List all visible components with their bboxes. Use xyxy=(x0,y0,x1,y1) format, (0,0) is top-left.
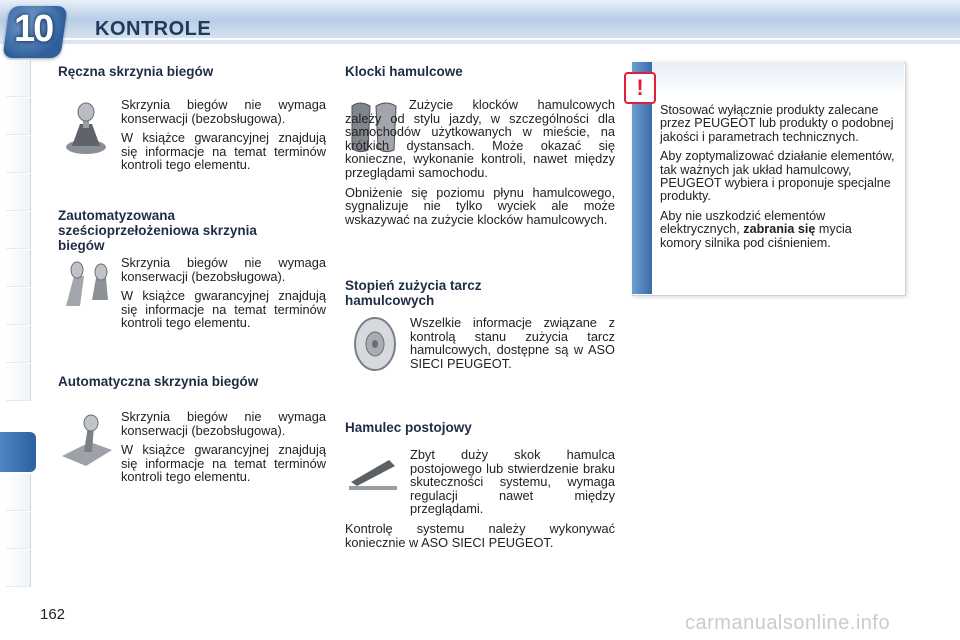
chapter-tab[interactable] xyxy=(6,288,31,325)
brake-pads-text xyxy=(345,98,615,232)
warning-text xyxy=(660,104,896,256)
warning-box-header xyxy=(652,62,904,96)
warning-p1: Stosować wyłącznie produkty zalecane przez PEUGEOT lub produkty o podobnej jakości i parametrach technicznych. xyxy=(660,103,894,144)
manual-gearbox-p1: Skrzynia biegów nie wymaga konserwacji (bezobsługowa). xyxy=(121,97,326,126)
warning-p3-bold: zabrania się xyxy=(743,222,816,237)
automatic-gear-selector-icon xyxy=(60,412,114,468)
warning-p3 xyxy=(660,210,896,250)
chapter-tabs xyxy=(0,60,34,580)
manual-gearbox-heading: Ręczna skrzynia biegów xyxy=(58,64,214,79)
page-number: 162 xyxy=(40,606,66,623)
warning-exclamation-icon: ! xyxy=(624,72,656,104)
automated-gearbox-p2: W książce gwarancyjnej znajdują się informacje na temat terminów kontroli tego elementu. xyxy=(121,288,326,331)
automatic-gearbox-text xyxy=(121,410,326,490)
parking-brake-text xyxy=(345,448,615,555)
brake-pads-p1: Zużycie klocków hamulcowych zależy od stylu jazdy, w szczególności dla samochodów użytkowanych w mieście, na krótkich dystansach. Może okazać się konieczne, wykonanie kontroli, nawet między przeglądami samochodu. xyxy=(345,97,615,180)
brake-pads-p2: Obniżenie się poziomu płynu hamulcowego, sygnalizuje nie tylko wyciek ale może wskazywać na zużycie klocków hamulcowych. xyxy=(345,184,615,227)
manual-gearbox-p2: W książce gwarancyjnej znajdują się informacje na temat terminów kontroli tego elementu. xyxy=(121,130,326,173)
parking-brake-p2: Kontrolę systemu należy wykonywać koniecznie w ASO SIECI PEUGEOT. xyxy=(345,520,615,550)
automatic-gearbox-p1: Skrzynia biegów nie wymaga konserwacji (bezobsługowa). xyxy=(121,409,326,438)
chapter-tab[interactable] xyxy=(6,512,31,549)
manual-gear-lever-icon xyxy=(62,100,110,156)
automated-heading-line2: sześcioprzełożeniowa skrzynia xyxy=(58,223,257,238)
chapter-tab[interactable] xyxy=(6,174,31,211)
chapter-tab[interactable] xyxy=(6,550,31,587)
brake-pads-heading: Klocki hamulcowe xyxy=(345,64,463,79)
chapter-tab[interactable] xyxy=(6,364,31,401)
chapter-tab[interactable] xyxy=(6,250,31,287)
chapter-number: 10 xyxy=(14,8,53,50)
automatic-gearbox-heading: Automatyczna skrzynia biegów xyxy=(58,374,259,389)
brake-discs-heading xyxy=(345,278,482,308)
chapter-tab[interactable] xyxy=(6,326,31,363)
automated-gearbox-text xyxy=(121,256,326,336)
brake-discs-p1: Wszelkie informacje związane z kontrolą stanu zużycia tarcz hamulcowych, dostępne są w ASO SIECI PEUGEOT. xyxy=(410,315,615,371)
brake-discs-heading-line2: hamulcowych xyxy=(345,293,435,308)
manual-gearbox-text xyxy=(121,98,326,178)
automated-heading-line3: biegów xyxy=(58,238,105,253)
automated-gearbox-heading xyxy=(58,208,257,253)
page-title: KONTROLE xyxy=(95,18,212,40)
watermark: carmanualsonline.info xyxy=(685,612,891,634)
warning-p2: Aby zoptymalizować działanie elementów, tak ważnych jak układ hamulcowy, PEUGEOT wybiera i proponuje specjalne produkty. xyxy=(660,149,895,204)
warning-p3-end: mycia komory silnika pod ciśnieniem. xyxy=(660,222,852,250)
parking-brake-p1: Zbyt duży skok hamulca postojowego lub stwierdzenie braku skuteczności systemu, wymaga regulacji nawet między przeglądami. xyxy=(410,447,615,517)
brake-disc-icon xyxy=(350,316,400,372)
automated-heading-line1: Zautomatyzowana xyxy=(58,208,176,223)
warning-p3-start: Aby nie uszkodzić elementów elektrycznych, xyxy=(660,208,826,237)
brake-discs-text xyxy=(410,316,615,376)
automated-gearbox-p1: Skrzynia biegów nie wymaga konserwacji (bezobsługowa). xyxy=(121,255,326,284)
chapter-tab[interactable] xyxy=(6,60,31,97)
parking-brake-heading: Hamulec postojowy xyxy=(345,420,472,435)
brake-discs-heading-line1: Stopień zużycia tarcz xyxy=(345,278,482,293)
chapter-tab[interactable] xyxy=(6,212,31,249)
chapter-tab[interactable] xyxy=(6,98,31,135)
chapter-tab[interactable] xyxy=(6,136,31,173)
automatic-gearbox-p2: W książce gwarancyjnej znajdują się informacje na temat terminów kontroli tego elementu. xyxy=(121,442,326,485)
chapter-tab-active[interactable] xyxy=(0,432,36,472)
chapter-tab[interactable] xyxy=(6,474,31,511)
automated-gear-selector-icon xyxy=(62,256,114,312)
